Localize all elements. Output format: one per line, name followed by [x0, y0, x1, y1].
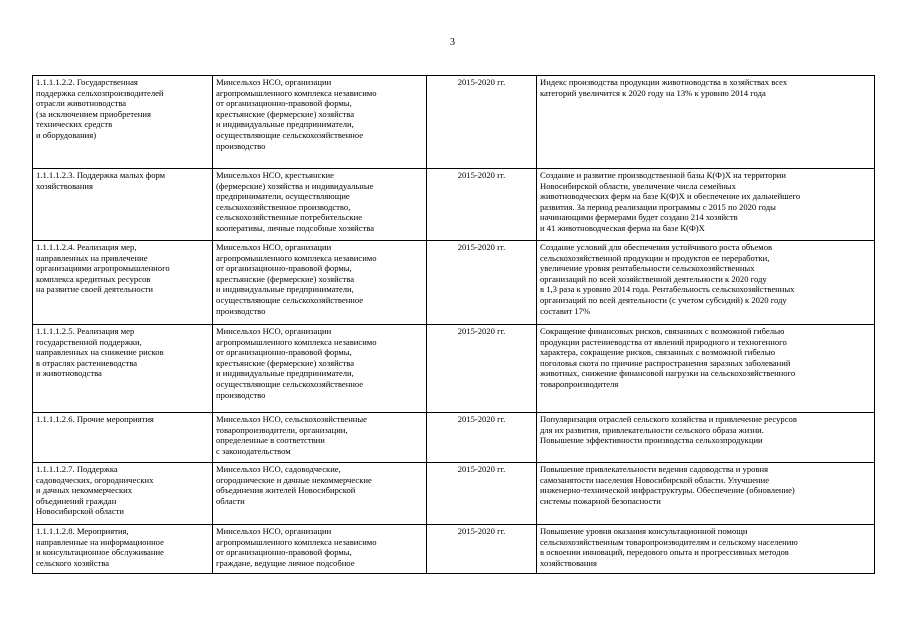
- table-row: [33, 76, 875, 169]
- table-row: [33, 241, 875, 325]
- results-cell: Индекс производства продукции животноводства в хозяйствах всех категорий увеличится к 2020 году на 13% к уровню 2014 года: [537, 76, 875, 169]
- table-row: [33, 325, 875, 413]
- results-cell: Популяризация отраслей сельского хозяйства и привлечение ресурсов для их развития, привлекательности сельского образа жизни. Повышение эффективности производства сельхозпродукции: [537, 413, 875, 463]
- period-cell: 2015-2020 гг.: [427, 413, 537, 463]
- executors-cell: Минсельхоз НСО, организации агропромышленного комплекса независимо от организационно-правовой формы, крестьянские (фермерские) хозяйства и индивидуальные предприниматели, осуществляющие сельскохозяйственное производство: [213, 76, 427, 169]
- results-cell: Сокращение финансовых рисков, связанных с возможной гибелью продукции растениеводства от явлений природного и техногенного характера, сокращение рисков, связанных с возможной гибелью поголовья скота по причине распространения заразных заболеваний животных, снижение финансовой нагрузки на сельскохозяйственного товаропроизводителя: [537, 325, 875, 413]
- table-row: [33, 169, 875, 241]
- results-cell: Повышение привлекательности ведения садоводства и уровня самозанятости населения Новосибирской области. Улучшение инженерно-технической инфраструктуры. Обеспечение (обновление) системы пожарной безопасности: [537, 463, 875, 525]
- period-cell: 2015-2020 гг.: [427, 241, 537, 325]
- period-cell: 2015-2020 гг.: [427, 325, 537, 413]
- results-cell: Создание условий для обеспечения устойчивого роста объемов сельскохозяйственной продукции и продуктов ее переработки, увеличение уровня рентабельности сельскохозяйственных организаций по всей хозяйственной деятельности к 2020 году в 1,3 раза к уровню 2014 года. Рентабельность сельскохозяйственных организаций по всей деятельности (с учетом субсидий) к 2020 году составит 17%: [537, 241, 875, 325]
- activity-cell: 1.1.1.1.2.3. Поддержка малых форм хозяйствования: [33, 169, 213, 241]
- period-cell: 2015-2020 гг.: [427, 169, 537, 241]
- activity-cell: 1.1.1.1.2.7. Поддержка садоводческих, огороднических и дачных некоммерческих объединений граждан Новосибирской области: [33, 463, 213, 525]
- executors-cell: Минсельхоз НСО, садоводческие, огороднические и дачные некоммерческие объединения жителей Новосибирской области: [213, 463, 427, 525]
- executors-cell: Минсельхоз НСО, организации агропромышленного комплекса независимо от организационно-правовой формы, граждане, ведущие личное подсобное: [213, 525, 427, 574]
- executors-cell: Минсельхоз НСО, организации агропромышленного комплекса независимо от организационно-правовой формы, крестьянские (фермерские) хозяйства и индивидуальные предприниматели, осуществляющие сельскохозяйственное производство: [213, 241, 427, 325]
- period-cell: 2015-2020 гг.: [427, 463, 537, 525]
- table-row: [33, 463, 875, 525]
- table-row: [33, 525, 875, 574]
- executors-cell: Минсельхоз НСО, организации агропромышленного комплекса независимо от организационно-правовой формы, крестьянские (фермерские) хозяйства и индивидуальные предприниматели, осуществляющие сельскохозяйственное производство: [213, 325, 427, 413]
- page-number: 3: [450, 37, 455, 48]
- activity-cell: 1.1.1.1.2.2. Государственная поддержка сельхозпроизводителей отрасли животноводства (за исключением приобретения технических средств и оборудования): [33, 76, 213, 169]
- activity-cell: 1.1.1.1.2.4. Реализация мер, направленных на привлечение организациями агропромышленного комплекса кредитных ресурсов на развитие своей деятельности: [33, 241, 213, 325]
- results-cell: Создание и развитие производственной базы К(Ф)Х на территории Новосибирской области, увеличение числа семейных животноводческих ферм на базе К(Ф)Х и обеспечение их дальнейшего развития. За период реализации программы с 2015 по 2020 годы начинающими фермерами будет создано 214 хозяйств и 41 животноводческая ферма на базе К(Ф)Х: [537, 169, 875, 241]
- activity-cell: 1.1.1.1.2.8. Мероприятия, направленные на информационное и консультационное обслуживание сельского хозяйства: [33, 525, 213, 574]
- period-cell: 2015-2020 гг.: [427, 525, 537, 574]
- program-activities-table: [32, 75, 875, 574]
- activity-cell: 1.1.1.1.2.5. Реализация мер государственной поддержки, направленных на снижение рисков в отраслях растениеводства и животноводства: [33, 325, 213, 413]
- results-cell: Повышение уровня оказания консультационной помощи сельскохозяйственным товаропроизводителям и сельскому населению в освоении инноваций, передового опыта и прогрессивных методов хозяйствования: [537, 525, 875, 574]
- executors-cell: Минсельхоз НСО, крестьянские (фермерские) хозяйства и индивидуальные предприниматели, осуществляющие сельскохозяйственное производство, сельскохозяйственные потребительские кооперативы, личные подсобные хозяйства: [213, 169, 427, 241]
- activity-cell: 1.1.1.1.2.6. Прочие мероприятия: [33, 413, 213, 463]
- period-cell: 2015-2020 гг.: [427, 76, 537, 169]
- table-row: [33, 413, 875, 463]
- executors-cell: Минсельхоз НСО, сельскохозяйственные товаропроизводители, организации, определенные в соответствии с законодательством: [213, 413, 427, 463]
